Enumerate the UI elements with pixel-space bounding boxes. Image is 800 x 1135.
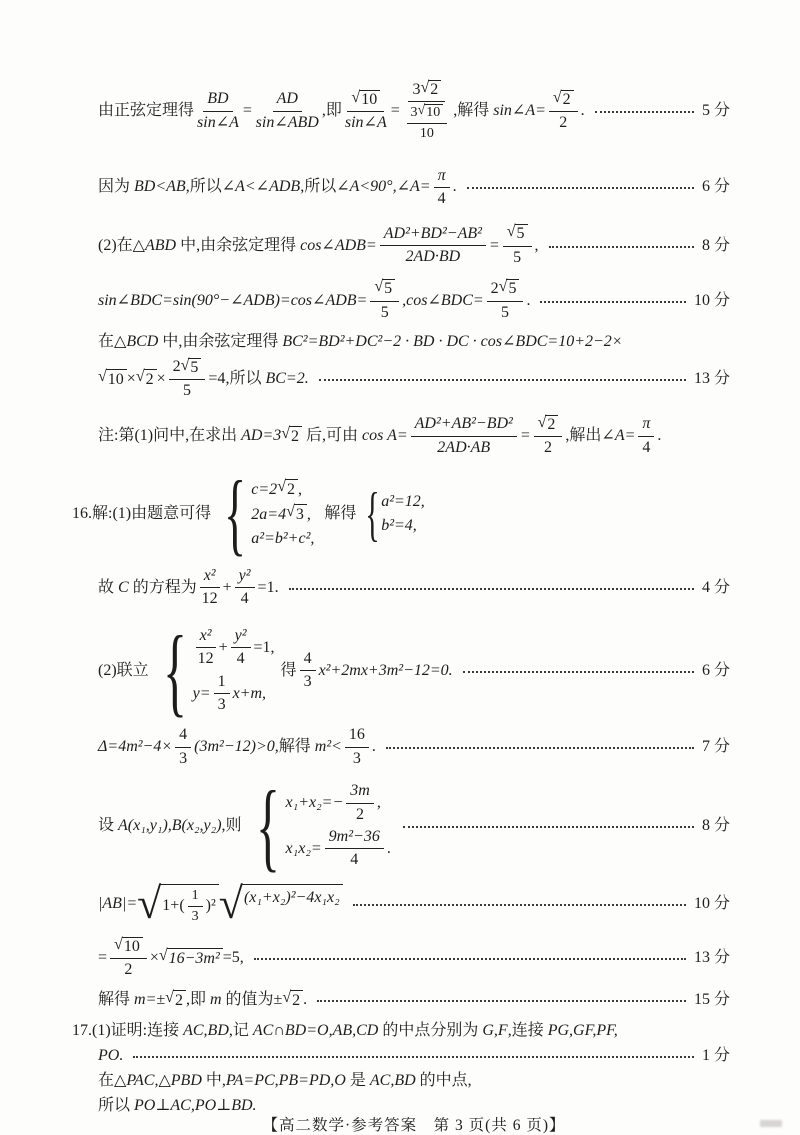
case-system	[358, 481, 425, 548]
math-run: a²=b²+c²,	[251, 530, 315, 548]
math-run: PO⊥AC,PO⊥BD.	[134, 1096, 257, 1114]
math-run: C	[118, 578, 129, 596]
fraction-denominator: 2AD·BD	[405, 248, 461, 266]
fraction-denominator: 5	[183, 382, 192, 400]
fraction-numerator: AD²+BD²−AB²	[383, 224, 482, 242]
q17-triangle-line	[98, 1071, 730, 1091]
dot-leader	[403, 826, 694, 828]
fraction-denominator: 2	[544, 439, 553, 457]
fraction-denominator: 2AD·AB	[437, 438, 491, 456]
fraction	[503, 224, 532, 267]
math-run: A(x₁,y₁),B(x₂,y₂)	[118, 816, 222, 834]
scan-artifact	[760, 1120, 782, 1127]
fraction	[325, 828, 384, 870]
brace: {	[255, 769, 280, 881]
score-label: 10 分	[693, 895, 730, 913]
text-run: .	[303, 991, 308, 1009]
math-run: a²=12,	[381, 493, 425, 511]
fraction-numerator: BD	[207, 90, 229, 108]
brace: {	[365, 481, 380, 548]
fraction-numerator: x²	[199, 626, 212, 644]
fraction	[300, 650, 316, 692]
fraction-denominator: 3	[217, 696, 226, 714]
radical	[507, 224, 528, 243]
dot-leader	[289, 588, 694, 590]
dot-leader	[317, 1000, 686, 1002]
fraction-numerator: 9m²−36	[328, 827, 380, 845]
fraction	[345, 726, 369, 768]
fraction-numerator: 1	[191, 887, 199, 903]
math-run: x²+2mx+3m²−12=0.	[318, 661, 453, 679]
radical-sign: √	[158, 946, 168, 964]
math-run: =5,	[222, 949, 244, 967]
math-run: (3m²−12)>0	[194, 738, 275, 756]
fraction	[188, 888, 203, 925]
text-run: ,即	[321, 102, 342, 120]
score-label: 13 分	[693, 370, 730, 388]
text-run: 得	[276, 661, 297, 679]
score-label: 8 分	[701, 816, 730, 834]
math-run: x₁+x₂=−	[285, 794, 344, 812]
dot-leader	[319, 379, 686, 381]
radical-sign: √	[277, 478, 286, 496]
math-run: |AB|=	[98, 895, 138, 913]
radical	[420, 80, 441, 99]
radical-sign: √	[180, 356, 190, 374]
brace: {	[162, 614, 187, 726]
score-label: 13 分	[693, 949, 730, 967]
math-run: sin∠BDC=sin(90°−∠ADB)=cos∠ADB=	[98, 291, 368, 309]
text-run: .	[657, 427, 662, 445]
q17-proof-line-1	[72, 1021, 730, 1041]
score-label: 1 分	[701, 1046, 730, 1064]
math-run: =1,	[253, 638, 275, 656]
fraction-numerator: π	[642, 415, 651, 433]
math-run: PO.	[98, 1046, 124, 1064]
text-run: 是	[345, 1071, 370, 1089]
coefficient: 3	[410, 104, 418, 120]
q15-bc-result-line	[98, 358, 730, 401]
fraction-denominator: sin∠A	[197, 113, 239, 131]
radical	[159, 948, 223, 969]
text-run: ,解得	[274, 738, 315, 756]
score-label: 7 分	[701, 738, 730, 756]
math-run: ×	[156, 370, 166, 388]
fraction-numerator: 4	[303, 649, 312, 667]
inner-fraction	[407, 104, 448, 142]
math-run: =	[98, 949, 108, 967]
radical	[137, 878, 219, 928]
q16-given-system-line	[72, 462, 730, 565]
radicand: 2	[289, 426, 302, 447]
text-run: ,记	[228, 1021, 253, 1039]
text-run: .	[452, 178, 457, 196]
text-run: 的中点,	[415, 1071, 472, 1089]
fraction	[549, 90, 578, 133]
radical	[136, 369, 157, 390]
q16-m-result-line	[98, 990, 730, 1011]
fraction	[175, 726, 191, 768]
radicand: 2	[428, 80, 441, 99]
page-footer	[98, 1116, 730, 1135]
text-run: 后,可由	[302, 427, 363, 445]
math-run: y=	[192, 684, 211, 702]
radical	[374, 279, 395, 298]
math-run: =4	[208, 370, 226, 388]
math-run: 1+(	[162, 897, 185, 915]
fraction-denominator: 4	[437, 189, 446, 207]
fraction-numerator: AD	[276, 90, 298, 108]
math-run: PG,GF,PF,	[547, 1021, 618, 1039]
math-run: AC∩BD=O,AB,CD	[252, 1021, 379, 1039]
score-label: 5 分	[701, 102, 730, 120]
radical	[218, 879, 343, 929]
fraction-numerator: π	[437, 166, 446, 184]
text-run: ,所以	[300, 178, 337, 196]
math-run: 2a=4	[251, 505, 287, 523]
text-run: ,	[297, 480, 302, 498]
radicand: 5	[506, 279, 519, 298]
math-run: △ABD	[132, 236, 177, 254]
score-label: 8 分	[701, 236, 730, 254]
radical-sign: √	[286, 503, 295, 521]
text-run: 的值为±	[221, 991, 283, 1009]
math-run: =	[519, 427, 531, 445]
text-run: ,解出	[565, 427, 602, 445]
math-run: =	[389, 102, 401, 120]
math-run: △PAC,△PBD	[114, 1071, 202, 1089]
dot-leader	[467, 187, 694, 189]
math-run: cos∠ADB=	[300, 236, 377, 254]
score-label: 15 分	[693, 991, 730, 1009]
fraction-numerator: y²	[238, 567, 251, 585]
radicand: 5	[382, 279, 395, 298]
question-number: 16.	[72, 505, 92, 523]
math-run: c=2	[251, 480, 278, 498]
case-system	[213, 462, 315, 565]
fraction-denominator: 12	[201, 590, 218, 608]
text-run: ,解得	[453, 102, 494, 120]
fraction	[235, 567, 255, 609]
text-run: 在	[98, 332, 115, 350]
radicand	[160, 884, 218, 925]
text-run: ,连接	[507, 1021, 548, 1039]
fraction	[346, 782, 374, 824]
radical	[277, 479, 298, 500]
radical-sign: √	[420, 79, 430, 96]
radical-sign: √	[114, 935, 123, 953]
radical	[165, 990, 186, 1011]
radical	[181, 358, 202, 377]
math-run: AC,BD	[369, 1071, 416, 1089]
fraction-denominator: 3	[179, 749, 188, 767]
radicand: 2	[144, 369, 157, 390]
coefficient: 2	[490, 279, 499, 297]
math-run: =1.	[257, 578, 279, 596]
dot-leader	[353, 904, 686, 906]
coefficient: 2	[172, 358, 181, 376]
radical	[553, 90, 574, 109]
text-run: (2)联立	[98, 661, 149, 679]
fraction-denominator: sin∠ABD	[255, 113, 319, 131]
math-run: BC=2.	[265, 370, 309, 388]
q15-bc-cosine-line	[98, 332, 730, 352]
radicand: 2	[173, 990, 186, 1011]
math-run: BC²=BD²+DC²−2 · BD · DC · cos∠BDC=10+2−2×	[282, 332, 623, 350]
q16-vieta-line	[98, 769, 730, 881]
radicand: 16−3m²	[167, 948, 223, 969]
q16-discriminant-line	[98, 726, 730, 768]
fraction-numerator: 3m	[350, 782, 370, 800]
text-run: ,	[306, 505, 311, 523]
fraction	[638, 415, 654, 457]
math-run: PA=PC,PB=PD,O	[225, 1071, 346, 1089]
q16-ab-length-line	[98, 878, 730, 929]
radical-sign: √	[498, 278, 508, 296]
dot-leader	[133, 1056, 694, 1058]
dot-leader	[254, 958, 686, 960]
case-system	[151, 614, 275, 726]
score-label: 4 分	[701, 578, 730, 596]
text-run: 解:(1)由题意可得	[92, 505, 212, 523]
fraction-denominator: 5	[501, 303, 510, 321]
radicand: 5	[515, 224, 528, 243]
fraction	[214, 673, 230, 715]
dot-leader	[386, 747, 694, 749]
radical	[538, 415, 559, 434]
q16-substitution-line	[98, 614, 730, 726]
radicand: 3	[294, 504, 307, 525]
dot-leader	[549, 246, 694, 248]
fraction-denominator: 4	[240, 590, 249, 608]
radical-sign: √	[98, 367, 107, 385]
fraction	[534, 415, 563, 458]
text-run: 设	[98, 816, 119, 834]
math-run: ∠A<∠ADB	[221, 178, 301, 196]
radicand: 2	[285, 479, 298, 500]
fraction	[256, 90, 319, 132]
radical	[418, 104, 444, 121]
radical-sign: √	[351, 88, 361, 106]
text-run: 中,由余弦定理得	[158, 332, 283, 350]
math-run: +	[222, 578, 232, 596]
math-run: AD=3	[241, 427, 282, 445]
radical-sign: √	[537, 413, 547, 431]
text-run: 解得	[98, 991, 135, 1009]
radical-sign: √	[137, 878, 162, 928]
q15-sin-bdc-line	[98, 279, 730, 322]
fraction	[411, 415, 517, 457]
score-label: 6 分	[701, 661, 730, 679]
fraction	[231, 627, 251, 669]
radicand: 10	[106, 369, 127, 390]
text-run: 在	[98, 1071, 115, 1089]
q15-cosine-line	[98, 224, 730, 267]
text-run: 中,	[201, 1071, 226, 1089]
fraction	[345, 90, 387, 133]
radicand: 2	[545, 415, 558, 434]
score-label: 10 分	[693, 291, 730, 309]
fraction	[487, 279, 524, 322]
text-run: .	[386, 839, 391, 857]
fraction	[197, 90, 239, 132]
math-run: +	[218, 638, 228, 656]
math-run: m	[209, 991, 222, 1009]
math-run: m=±	[134, 991, 166, 1009]
q15-sine-rule-line	[98, 80, 730, 143]
math-run: ∠A=	[601, 427, 636, 445]
radical	[286, 504, 307, 525]
text-run: ,所以	[225, 370, 266, 388]
fraction-denominator: sin∠A	[344, 114, 387, 132]
fraction-numerator: AD²+AB²−BD²	[414, 415, 513, 433]
text-run: .	[580, 102, 585, 120]
radical-sign: √	[417, 103, 426, 119]
text-run: ,所以	[185, 178, 222, 196]
math-run: Δ=4m²−4×	[98, 738, 173, 756]
fraction	[434, 167, 450, 209]
fraction-denominator: 5	[380, 303, 389, 321]
math-run: AC,BD	[183, 1021, 229, 1039]
q16-ab-value-line	[98, 937, 730, 980]
text-run: 故	[98, 578, 119, 596]
radical	[281, 426, 302, 447]
text-run: 的方程为	[128, 578, 197, 596]
fraction-numerator: 1	[217, 672, 226, 690]
q17-proof-score-line	[98, 1046, 730, 1066]
footer-text: 【高二数学·参考答案 第 3 页(共 6 页)】	[262, 1116, 566, 1134]
math-run: m²<	[314, 738, 342, 756]
text-run: 中,由余弦定理得	[176, 236, 301, 254]
fraction-denominator: 5	[513, 248, 522, 266]
radical-sign: √	[165, 988, 174, 1006]
math-run: =	[241, 102, 253, 120]
radical	[114, 937, 143, 956]
fraction-denominator: 2	[356, 805, 365, 823]
fraction-denominator: 12	[197, 650, 214, 668]
math-run: ×	[126, 370, 136, 388]
radicand: 10	[359, 90, 380, 109]
dot-leader	[595, 111, 694, 113]
fraction-denominator: 3	[191, 908, 199, 924]
radical-sign: √	[135, 367, 145, 385]
text-run: ,	[534, 236, 539, 254]
fraction-denominator: 4	[642, 438, 651, 456]
q15-angle-line	[98, 167, 730, 209]
radicand: 10	[122, 937, 143, 956]
fraction-numerator: y²	[234, 626, 247, 644]
text-run: 的中点分别为	[378, 1021, 483, 1039]
dot-leader	[540, 301, 686, 303]
q17-perpendicular-line	[98, 1096, 730, 1116]
fraction	[169, 358, 206, 401]
radicand: 2	[290, 990, 303, 1011]
text-run: ,即	[185, 991, 210, 1009]
math-run: BD<AB	[134, 178, 186, 196]
fraction-denominator: 4	[236, 650, 245, 668]
fraction	[380, 225, 486, 267]
case-system	[244, 769, 391, 881]
radical	[282, 990, 303, 1011]
fraction-denominator: 10	[419, 126, 434, 142]
radical-sign: √	[552, 88, 562, 106]
fraction-denominator: 4	[350, 851, 359, 869]
math-run: ∠A<90°,∠A=	[336, 178, 431, 196]
fraction-numerator: 4	[179, 726, 188, 744]
radical-sign: √	[218, 879, 243, 929]
text-run: 由正弦定理得	[98, 102, 195, 120]
fraction-denominator: 3	[303, 673, 312, 691]
radical	[499, 279, 520, 298]
radical-sign: √	[506, 223, 516, 241]
text-run: 因为	[98, 178, 135, 196]
text-run: (1)证明:连接	[92, 1021, 184, 1039]
radical-sign: √	[374, 278, 384, 296]
math-run: x₁x₂=	[285, 839, 322, 857]
math-run: ,cos∠BDC=	[402, 291, 484, 309]
math-run: △BCD	[114, 332, 159, 350]
fraction-numerator: 16	[348, 726, 365, 744]
math-run: (x₁+x₂)²−4x₁x₂	[243, 889, 340, 907]
radical	[351, 90, 380, 109]
text-run: 所以	[98, 1096, 135, 1114]
radicand: 5	[188, 358, 201, 377]
radicand: 10	[424, 104, 443, 121]
math-run: )²	[205, 897, 216, 915]
math-run: x+m,	[232, 684, 267, 702]
fraction-denominator: 3	[352, 749, 361, 767]
fraction-numerator: x²	[203, 567, 216, 585]
brace: {	[224, 462, 247, 565]
text-run: 解得	[316, 505, 357, 523]
math-run: cos A=	[362, 427, 408, 445]
q15-note-line	[98, 415, 730, 458]
fraction-denominator: 2	[124, 961, 133, 979]
math-run: G,F	[482, 1021, 508, 1039]
q16-ellipse-equation-line	[98, 567, 730, 609]
radical	[98, 369, 127, 390]
fraction	[200, 567, 220, 609]
radicand: 2	[561, 90, 574, 109]
text-run: 注:第(1)问中,在求出	[98, 427, 242, 445]
math-run: sin∠A=	[493, 102, 546, 120]
score-label: 6 分	[701, 178, 730, 196]
fraction-denominator: 2	[559, 114, 568, 132]
radical-sign: √	[281, 424, 291, 442]
text-run: ,则	[221, 816, 242, 834]
coefficient: 3	[412, 80, 421, 98]
math-run: =	[488, 236, 500, 254]
fraction	[370, 279, 399, 322]
math-run: b²=4,	[381, 517, 417, 535]
text-run: .	[526, 291, 531, 309]
text-run: (2)在	[98, 236, 133, 254]
dot-leader	[463, 671, 694, 673]
nested-fraction	[404, 80, 451, 143]
radical-sign: √	[282, 988, 292, 1006]
fraction	[110, 937, 147, 980]
fraction	[196, 627, 216, 669]
text-run: .	[371, 738, 376, 756]
question-number: 17.	[72, 1021, 92, 1039]
text-run: ,	[376, 794, 381, 812]
math-run: ×	[149, 949, 159, 967]
radicand	[242, 884, 343, 908]
